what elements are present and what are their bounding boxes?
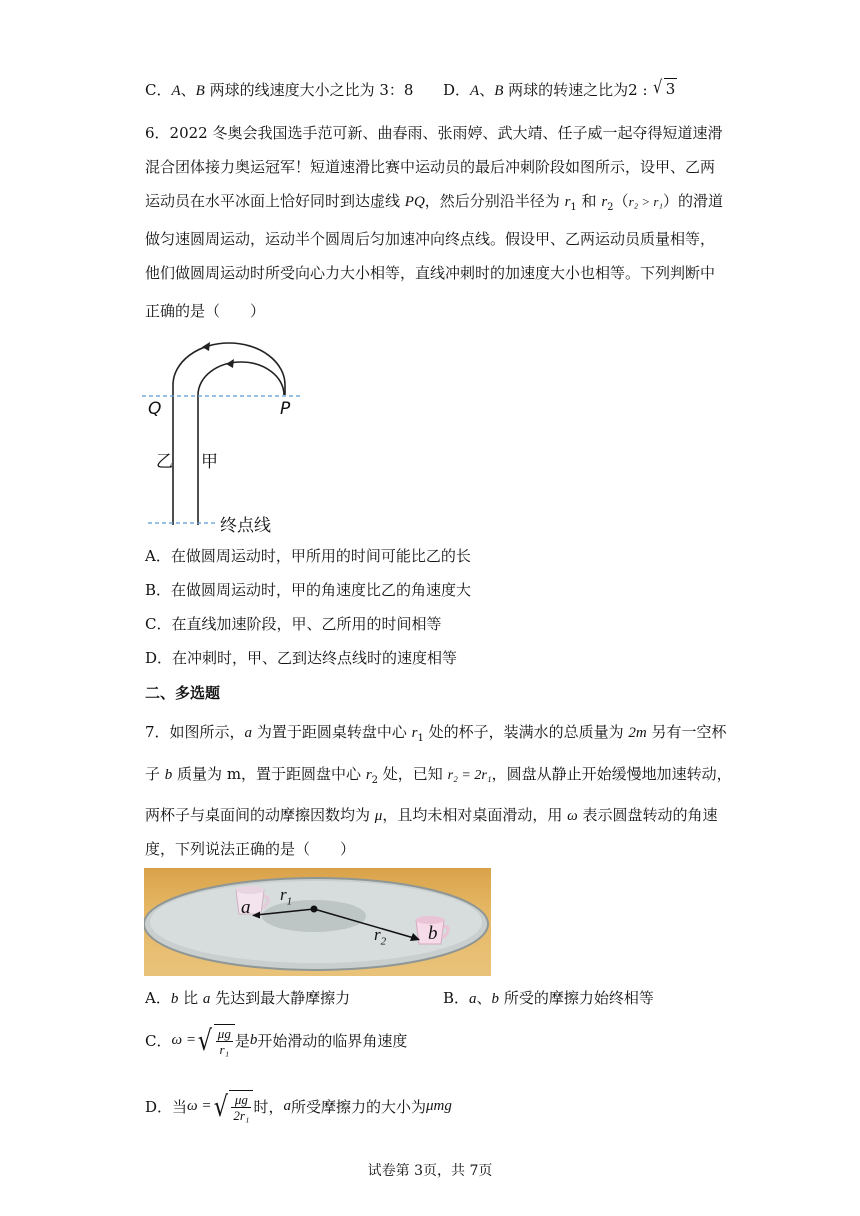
figure-label-b: b [428,923,438,944]
q6-line-4: 做匀速圆周运动，运动半个圆周后匀加速冲向终点线。假设甲、乙两运动员质量相等， [145,230,716,248]
label-p: P [280,399,291,419]
outer-direction-arrow [202,342,210,351]
track-diagram [140,335,300,535]
inner-direction-arrow [226,359,234,368]
q7-option-c: C． ω = √ $\frac{\mu g}{\text{r₁}}$ 是 b 开始滑动的临界角速度 [145,1023,408,1057]
q6-track-figure [140,335,300,535]
q5-option-c: C．A、B 两球的线速度大小之比为 3：8 [145,81,414,99]
label-jia: 甲 [201,452,218,472]
q7-option-b: B．a、b 所受的摩擦力始终相等 [443,989,654,1007]
q5-option-d: D．A、B 两球的转速之比为2 : √ 3 [443,77,676,99]
turntable-illustration [144,868,491,976]
q6-line-1: 6．2022 冬奥会我国选手范可新、曲春雨、张雨婷、武大靖、任子威一起夺得短道速滑 [145,124,723,142]
label-q: Q [148,399,162,419]
figure-label-r1: $r_1$ [280,885,293,908]
q7-turntable-figure [144,868,491,976]
figure-label-a: a [241,897,251,918]
q7-line-4: 度，下列说法正确的是（ ） [145,840,356,858]
inner-lane-path [198,362,284,525]
q6-line-2: 混合团体接力奥运冠军！短道速滑比赛中运动员的最后冲刺阶段如图所示，设甲、乙两 [145,158,716,176]
figure-label-r2: $r_2$ [374,925,387,948]
label-yi: 乙 [156,452,173,472]
q6-option-d: D．在冲刺时，甲、乙到达终点线时的速度相等 [145,649,458,667]
q7-option-d: D．当 ω = √ $\frac{\mu g}{\text{2r₁}}$ 时， a 所受摩擦力的大小为 μmg [145,1089,452,1123]
q6-option-a: A．在做圆周运动时，甲所用的时间可能比乙的长 [145,547,471,565]
turntable-hub [262,900,366,932]
q7-line-1: 7．如图所示，a 为置于距圆桌转盘中心 $r_1$ 处的杯子，装满水的总质量为 2m 另有一空杯 [145,723,727,744]
page-footer: 试卷第 3页，共 7页 [367,1163,493,1179]
q6-line-6: 正确的是（ ） [145,302,266,320]
section-title: 二、多选题 [145,684,221,702]
q7-line-3: 两杯子与桌面间的动摩擦因数均为 μ，且均未相对桌面滑动，用 ω 表示圆盘转动的角速 [145,806,718,824]
q6-line-5: 他们做圆周运动时所受向心力大小相等，直线冲刺时的加速度大小也相等。下列判断中 [145,264,716,282]
q7-option-a: A．b 比 a 先达到最大静摩擦力 [145,989,351,1007]
q6-option-c: C．在直线加速阶段，甲、乙所用的时间相等 [145,615,442,633]
q6-option-b: B．在做圆周运动时，甲的角速度比乙的角速度大 [145,581,472,599]
q6-line-3: 运动员在水平冰面上恰好同时到达虚线 PQ，然后分别沿半径为 $r_1$ 和 $r_2(r_2 > r_1)$的滑道 [145,192,724,213]
label-finish-line: 终点线 [220,516,271,536]
q7-line-2: 子 b 质量为 m，置于距圆盘中心 $r_2$ 处，已知 r₂ = 2r₁，圆盘从静止开始缓慢地加速转动， [145,765,732,786]
